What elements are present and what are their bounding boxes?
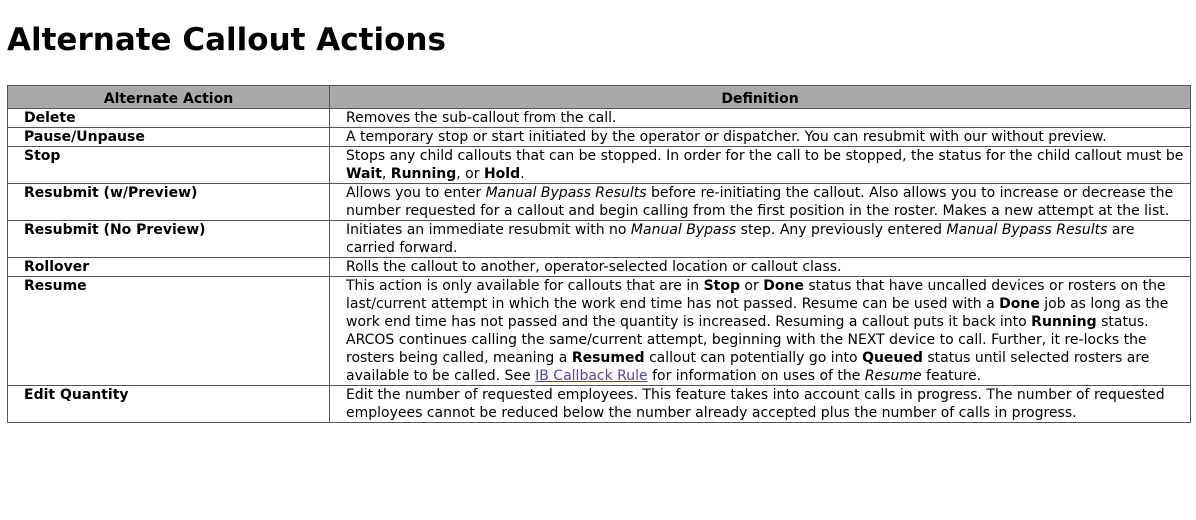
definition-text: ,	[381, 166, 391, 182]
action-cell: Rollover	[8, 258, 330, 277]
definition-bold: Done	[999, 296, 1040, 312]
definition-text: This action is only available for callouts that are in	[346, 278, 704, 294]
definition-cell: A temporary stop or start initiated by the operator or dispatcher. You can resubmit with our without preview.	[330, 128, 1191, 147]
column-header-definition: Definition	[330, 86, 1191, 109]
definition-text: step. Any previously entered	[736, 222, 947, 238]
definition-cell: Removes the sub-callout from the call.	[330, 109, 1191, 128]
definition-italic: Manual Bypass Results	[485, 185, 647, 201]
table-row	[8, 221, 1191, 258]
definition-italic: Manual Bypass	[630, 222, 737, 238]
ib-callback-rule-link[interactable]: IB Callback Rule	[535, 368, 648, 384]
definition-cell	[330, 221, 1191, 258]
action-cell: Resubmit (No Preview)	[8, 221, 330, 258]
definition-text: are carried forward.	[346, 222, 1135, 256]
definition-bold: Queued	[862, 350, 923, 366]
column-header-action: Alternate Action	[8, 86, 330, 109]
definition-text: .	[520, 166, 525, 182]
page-title: Alternate Callout Actions	[7, 22, 446, 58]
definition-text: or	[739, 278, 764, 294]
definition-bold: Hold	[483, 166, 521, 182]
table-row	[8, 386, 1191, 423]
action-cell: Pause/Unpause	[8, 128, 330, 147]
table-row	[8, 128, 1191, 147]
definition-bold: Wait	[346, 166, 382, 182]
definition-text: status. ARCOS continues calling the same/current attempt, beginning with the NEXT device to call. Further, it re-locks the rosters being called, meaning a	[346, 314, 1149, 366]
definition-text: status that have uncalled devices or rosters on the last/current attempt in which the work end time has not passed. Resume can be used with a	[346, 278, 1166, 312]
definition-bold: Stop	[703, 278, 740, 294]
definition-italic: Manual Bypass Results	[946, 222, 1108, 238]
action-cell: Edit Quantity	[8, 386, 330, 423]
definition-text: status until selected rosters are available to be called. See	[346, 350, 1150, 384]
definition-bold: Resumed	[571, 350, 645, 366]
definition-bold: Running	[1031, 314, 1097, 330]
definition-text: job as long as the work end time has not passed and the quantity is increased. Resuming a callout puts it back into	[346, 296, 1169, 330]
action-cell: Delete	[8, 109, 330, 128]
definition-text: for information on uses of the	[647, 368, 865, 384]
table-row	[8, 109, 1191, 128]
table-header-row	[8, 86, 1191, 109]
table-row	[8, 184, 1191, 221]
definition-text: before re-initiating the callout. Also allows you to increase or decrease the number requested for a callout and begin calling from the first position in the roster. Makes a new attempt at the list.	[346, 185, 1174, 219]
definition-cell: Rolls the callout to another, operator-selected location or callout class.	[330, 258, 1191, 277]
definition-bold: Done	[763, 278, 804, 294]
action-cell: Stop	[8, 147, 330, 184]
definition-cell	[330, 277, 1191, 386]
definition-cell	[330, 184, 1191, 221]
definition-text: feature.	[921, 368, 982, 384]
definition-italic: Resume	[864, 368, 922, 384]
action-cell: Resubmit (w/Preview)	[8, 184, 330, 221]
table-row	[8, 258, 1191, 277]
alternate-actions-table	[7, 85, 1191, 423]
definition-cell: Edit the number of requested employees. This feature takes into account calls in progress. The number of requested employees cannot be reduced below the number already accepted plus the number of calls in progress.	[330, 386, 1191, 423]
definition-text: Stops any child callouts that can be stopped. In order for the call to be stopped, the status for the child callout must be	[346, 148, 1184, 164]
table-row	[8, 147, 1191, 184]
action-cell: Resume	[8, 277, 330, 386]
definition-text: , or	[456, 166, 484, 182]
definition-text: Initiates an immediate resubmit with no	[346, 222, 631, 238]
definition-text: Allows you to enter	[346, 185, 486, 201]
table-row	[8, 277, 1191, 386]
definition-cell	[330, 147, 1191, 184]
definition-text: callout can potentially go into	[644, 350, 863, 366]
definition-bold: Running	[390, 166, 457, 182]
